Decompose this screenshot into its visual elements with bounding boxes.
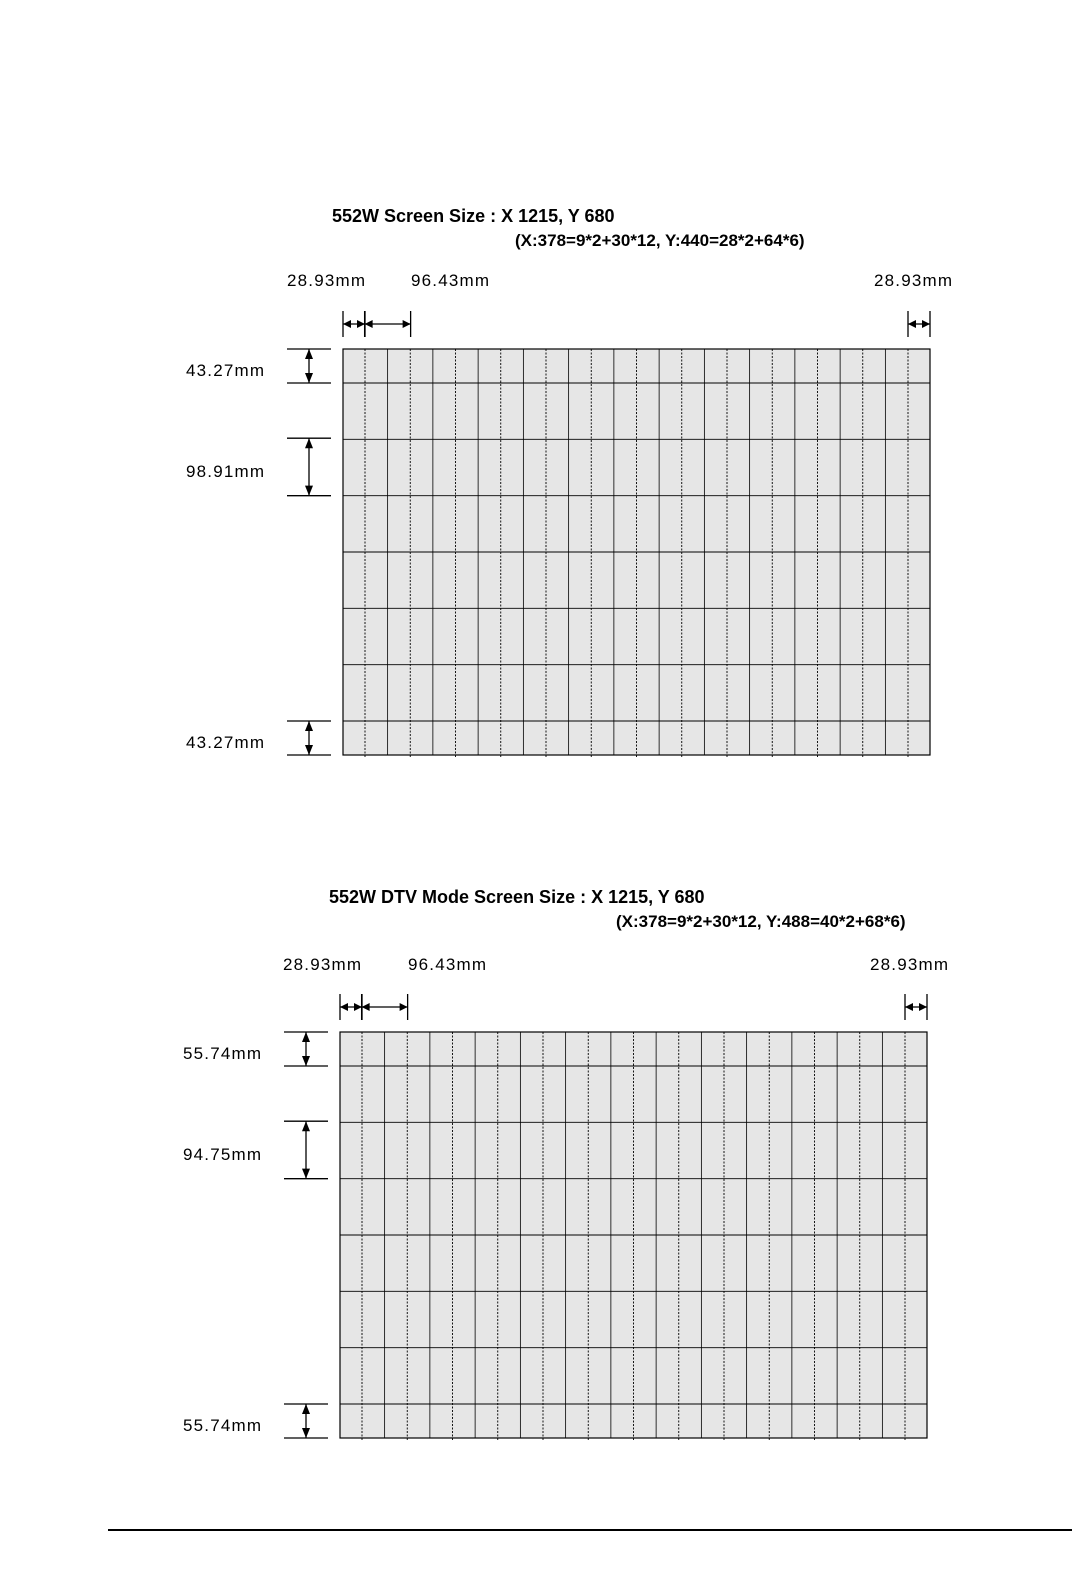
x-dim-cell-label: 96.43mm [408,955,488,974]
x-dim-cell-label: 96.43mm [411,271,491,290]
diagram-title: 552W DTV Mode Screen Size : X 1215, Y 680 [329,887,705,907]
y-dim-bottom-label: 43.27mm [186,733,266,752]
y-dim-bottom-label: 55.74mm [183,1416,263,1435]
diagram-title: 552W Screen Size : X 1215, Y 680 [332,206,615,226]
x-dim-cell-arrow [362,994,408,1020]
x-dim-left-label: 28.93mm [283,955,363,974]
x-dim-right-arrow [905,994,927,1020]
y-dim-cell-arrow [284,1121,328,1178]
x-dim-right-label: 28.93mm [870,955,950,974]
y-dim-top-arrow [284,1032,328,1066]
y-dim-top-label: 55.74mm [183,1044,263,1063]
y-dim-bottom-arrow [284,1404,328,1438]
diagram-subtitle: (X:378=9*2+30*12, Y:440=28*2+64*6) [515,231,805,250]
diagram-subtitle: (X:378=9*2+30*12, Y:488=40*2+68*6) [616,912,906,931]
y-dim-top-label: 43.27mm [186,361,266,380]
x-dim-left-label: 28.93mm [287,271,367,290]
footer-rule [108,1529,1072,1531]
y-dim-cell-label: 94.75mm [183,1145,263,1164]
y-dim-cell-label: 98.91mm [186,462,266,481]
x-dim-left-arrow [340,994,362,1020]
x-dim-right-label: 28.93mm [874,271,954,290]
